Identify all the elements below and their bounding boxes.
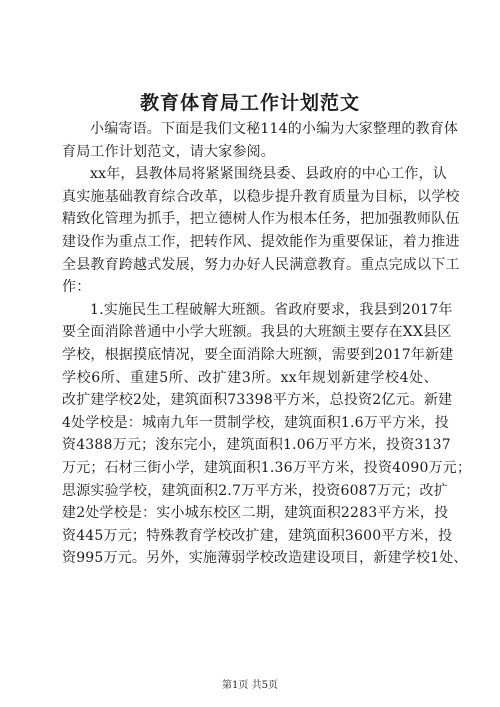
text-line: 思源实验学校，建筑面积2.7万平方米，投资6087万元；改扩 bbox=[62, 482, 448, 499]
text-line: 学校，根据摸底情况，要全面消除大班额，需要到2017年新建 bbox=[62, 346, 454, 363]
document-title: 教育体育局工作计划范文 bbox=[139, 92, 360, 114]
document-body bbox=[62, 118, 472, 570]
paragraph-intro bbox=[62, 118, 459, 163]
text-line: 资995万元。另外，实施薄弱学校改造建设项目，新建学校1处、 bbox=[62, 550, 468, 567]
text-line: 全县教育跨越式发展，努力办好人民满意教育。重点完成以下工 bbox=[62, 256, 460, 273]
text-line: 育局工作计划范文，请大家参阅。 bbox=[62, 143, 275, 160]
paragraph-item-1 bbox=[62, 299, 472, 570]
text-line: 要全面消除普通中小学大班额。我县的大班额主要存在XX县区 bbox=[62, 324, 452, 341]
text-line: xx年，县教体局将紧紧围绕县委、县政府的中心工作，认 bbox=[90, 166, 447, 183]
text-line: 资445万元；特殊教育学校改扩建，建筑面积3600平方米，投 bbox=[62, 527, 453, 544]
text-line: 小编寄语。下面是我们文秘114的小编为大家整理的教育体 bbox=[90, 121, 459, 137]
text-line: 万元；石材三街小学，建筑面积1.36万平方米，投资4090万元； bbox=[62, 459, 472, 476]
text-line: 建设作为重点工作，把转作风、提效能作为重要保证，着力推进 bbox=[62, 233, 460, 250]
text-line: 学校6所、重建5所、改扩建3所。xx年规划新建学校4处、 bbox=[62, 369, 438, 386]
text-line: 1.实施民生工程破解大班额。省政府要求，我县到2017年 bbox=[90, 301, 453, 318]
text-line: 改扩建学校2处，建筑面积73398平方米，总投资2亿元。新建 bbox=[62, 392, 453, 409]
text-line: 精致化管理为抓手，把立德树人作为根本任务，把加强教师队伍 bbox=[62, 211, 460, 228]
text-line: 4处学校是：城南九年一贯制学校，建筑面积1.6万平方米，投 bbox=[62, 414, 449, 431]
text-line: 真实施基础教育综合改革，以稳步提升教育质量为目标，以学校 bbox=[62, 188, 460, 205]
page-number: 第1页 共5页 bbox=[222, 680, 278, 691]
text-line: 建2处学校是：实小城东校区二期，建筑面积2283平方米，投 bbox=[62, 505, 449, 522]
text-line: 资4388万元；浚东完小，建筑面积1.06万平方米，投资3137 bbox=[62, 437, 451, 454]
paragraph-overview bbox=[62, 163, 460, 299]
text-line: 作： bbox=[62, 279, 91, 296]
